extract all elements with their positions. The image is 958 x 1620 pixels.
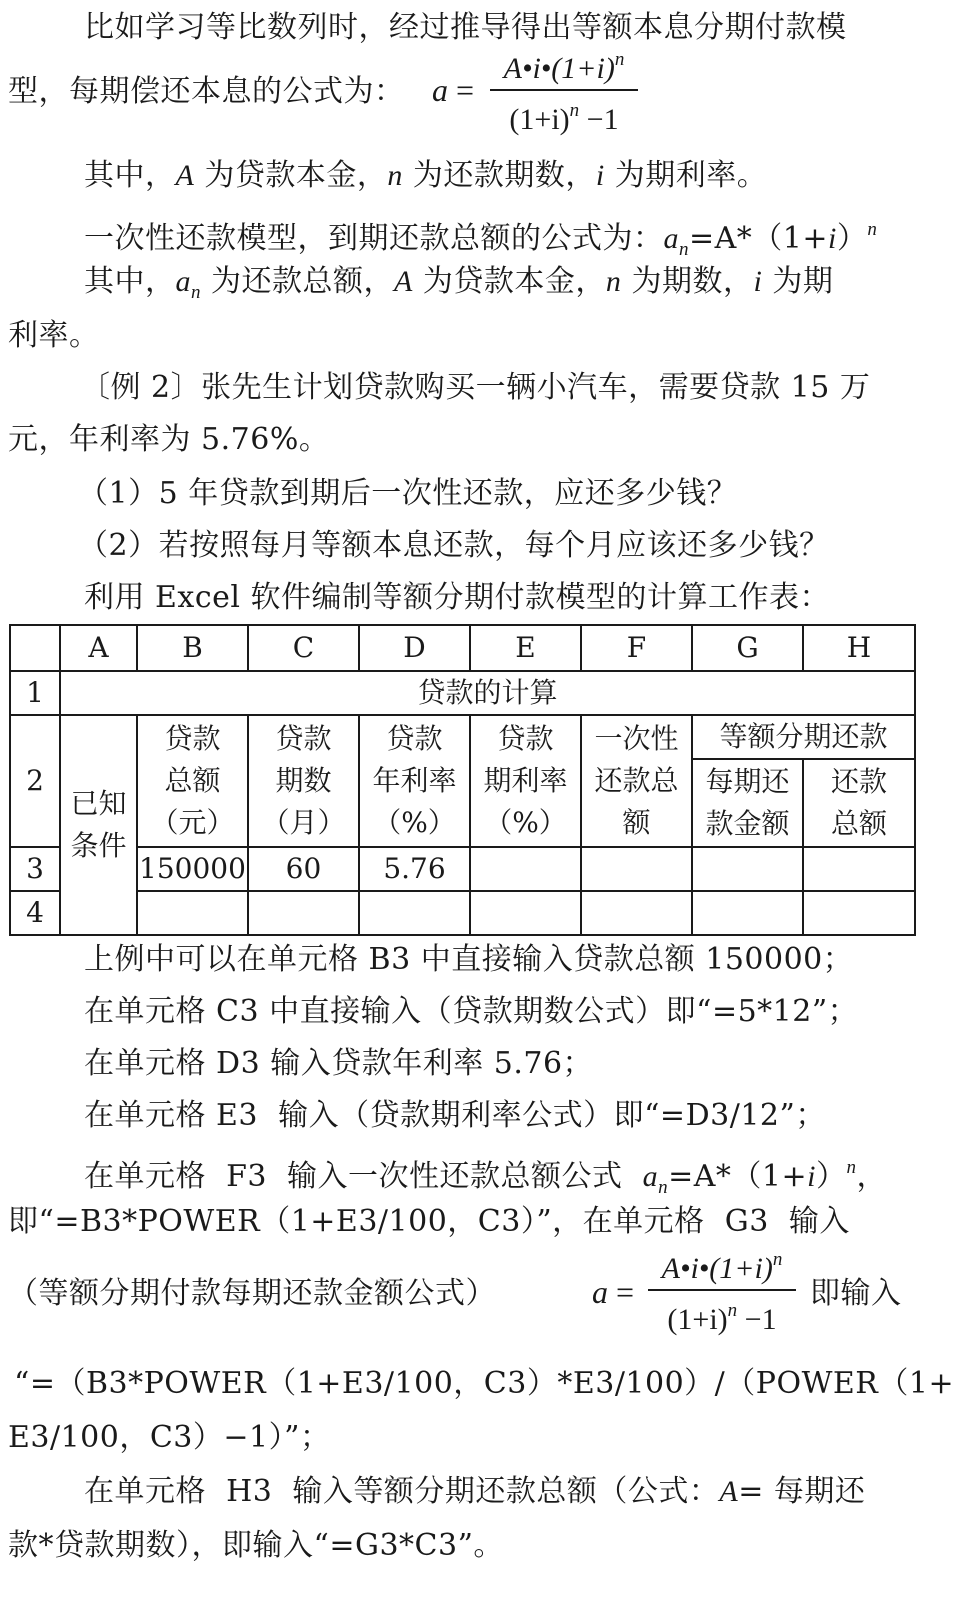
- question-1: （1）5 年贷款到期后一次性还款，应还多少钱？: [78, 476, 738, 511]
- step-e3: 在单元格 E3 输入（贷款期利率公式）即“=D3/12”；: [84, 1098, 826, 1133]
- cell-f3: [581, 847, 692, 891]
- formula1-lhs: a =: [432, 72, 475, 108]
- step-f3-cont: 即“=B3*POWER（1+E3/100，C3）”，在单元格 G3 输入: [8, 1204, 850, 1239]
- row-number-2: 2: [10, 715, 60, 847]
- question-2: （2）若按照每月等额本息还款，每个月应该还多少钱？: [78, 528, 830, 563]
- table-row: [10, 715, 915, 759]
- col-header-e: E: [470, 625, 581, 671]
- table-title: 贷款的计算: [60, 671, 915, 715]
- column-header-row: [10, 625, 915, 671]
- col-header-b: B: [137, 625, 248, 671]
- table-row: [10, 891, 915, 935]
- step-g3-formula-2: E3/100，C3）−1）”；: [8, 1420, 331, 1455]
- cell-h3: [803, 847, 915, 891]
- step-g3-label: （等额分期付款每期还款金额公式）: [8, 1276, 496, 1311]
- col-header-a: A: [60, 625, 137, 671]
- row-number-3: 3: [10, 847, 60, 891]
- header-loan-term: 贷款 期数 （月）: [248, 715, 359, 847]
- header-annual-rate: 贷款 年利率 （%）: [359, 715, 470, 847]
- cell-e3: [470, 847, 581, 891]
- step-g3-tail: 即输入: [810, 1276, 902, 1311]
- known-conditions-cell: 已知 条件: [60, 715, 137, 935]
- cell-d4: [359, 891, 470, 935]
- where2-line: 其中，$a_n$ 为还款总额，A 为贷款本金，n 为期数，i 为期: [84, 264, 834, 303]
- col-header-h: H: [803, 625, 915, 671]
- header-period-rate: 贷款 期利率 （%）: [470, 715, 581, 847]
- cell-c3: 60: [248, 847, 359, 891]
- row-number-4: 4: [10, 891, 60, 935]
- step-d3: 在单元格 D3 输入贷款年利率 5.76；: [84, 1046, 594, 1081]
- corner-cell: [10, 625, 60, 671]
- col-header-g: G: [692, 625, 803, 671]
- cell-h4: [803, 891, 915, 935]
- row-number-1: 1: [10, 671, 60, 715]
- cell-d3: 5.76: [359, 847, 470, 891]
- header-per-period-amount: 每期还 款金额: [692, 759, 803, 847]
- col-header-c: C: [248, 625, 359, 671]
- loan-worksheet: [9, 624, 916, 936]
- cell-b4: [137, 891, 248, 935]
- cell-g3: [692, 847, 803, 891]
- cell-g4: [692, 891, 803, 935]
- step-f3: 在单元格 F3 输入一次性还款总额公式 $a_n=A*(1+i)^n$，: [84, 1157, 887, 1198]
- formula2-fraction: $A•i•(1+i)^n$ $(1+i)^n -1$: [646, 1240, 798, 1340]
- step-b3: 上例中可以在单元格 B3 中直接输入贷款总额 150000；: [84, 942, 854, 977]
- col-header-f: F: [581, 625, 692, 671]
- cell-c4: [248, 891, 359, 935]
- header-loan-total: 贷款 总额 （元）: [137, 715, 248, 847]
- table-row: [10, 847, 915, 891]
- cell-f4: [581, 891, 692, 935]
- cell-b3: 150000: [137, 847, 248, 891]
- step-g3-formula-1: “=（B3*POWER（1+E3/100，C3）*E3/100）/（POWER（1+: [14, 1366, 955, 1401]
- formula2-lhs: a =: [592, 1274, 635, 1310]
- step-h3-cont: 款*贷款期数），即输入“=G3*C3”。: [8, 1528, 504, 1563]
- step-c3: 在单元格 C3 中直接输入（贷款期数公式）即“=5*12”；: [84, 994, 859, 1029]
- example-line-1: 〔例 2〕张先生计划贷款购买一辆小汽车，需要贷款 15 万: [80, 370, 871, 405]
- onetime-line: 一次性还款模型，到期还款总额的公式为：$a_n=A*(1+i)^n$: [84, 219, 878, 260]
- col-header-d: D: [359, 625, 470, 671]
- header-installment-group: 等额分期还款: [692, 715, 915, 759]
- formula1-fraction: $A•i•(1+i)^n$ $(1+i)^n -1$: [488, 40, 640, 140]
- cell-e4: [470, 891, 581, 935]
- intro-line-2: 型，每期偿还本息的公式为：: [8, 74, 405, 109]
- step-h3: 在单元格 H3 输入等额分期还款总额（公式：A= 每期还: [84, 1474, 866, 1509]
- example-line-2: 元，年利率为 5.76%。: [8, 422, 330, 457]
- where2-line-cont: 利率。: [8, 318, 100, 353]
- where1-line: 其中，A 为贷款本金，n 为还款期数，i 为期利率。: [84, 158, 768, 193]
- table-row: [10, 671, 915, 715]
- excel-intro: 利用 Excel 软件编制等额分期付款模型的计算工作表：: [84, 580, 831, 615]
- header-onetime-total: 一次性 还款总 额: [581, 715, 692, 847]
- header-installment-total: 还款 总额: [803, 759, 915, 847]
- intro-line-1: 比如学习等比数列时，经过推导得出等额本息分期付款模: [84, 10, 847, 45]
